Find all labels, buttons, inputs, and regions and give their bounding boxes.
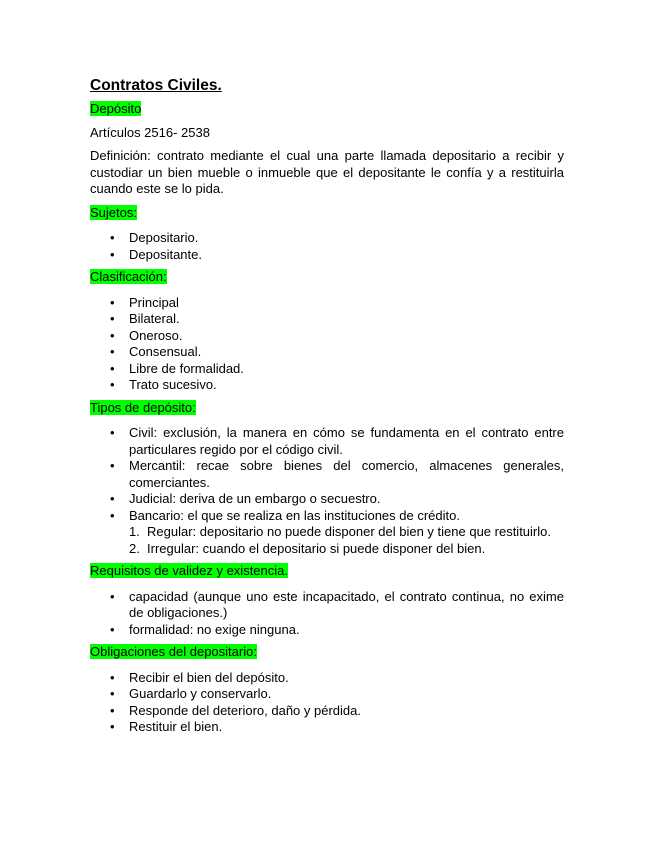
list-item-text: capacidad (aunque uno este incapacitado, el contrato continua, no exime de obligaciones.) [129, 588, 564, 620]
list-item [90, 344, 564, 361]
articulos-text: Artículos 2516- 2538 [90, 124, 210, 140]
list-item [90, 377, 564, 394]
bullet-icon: • [110, 311, 115, 326]
bullet-icon: • [110, 588, 115, 604]
list-item [90, 247, 564, 264]
document-title: Contratos Civiles. [90, 77, 222, 94]
highlighted-heading: Clasificación: [90, 269, 167, 284]
bullet-icon: • [110, 344, 115, 359]
bullet-icon: • [110, 425, 115, 440]
section-heading-obligaciones [90, 644, 564, 661]
list-item [90, 589, 564, 622]
bullet-icon: • [110, 702, 115, 718]
list-item-text: Mercantil: recae sobre bienes del comercio, almacenes generales, comerciantes. [129, 458, 564, 490]
list-item [90, 508, 564, 558]
numbered-item-text: Regular: depositario no puede disponer del bien y tiene que restituirlo. [147, 524, 551, 539]
list-item [90, 328, 564, 345]
list-item-text: Civil: exclusión, la manera en cómo se fundamenta en el contrato entre particulares regido por el código civil. [129, 425, 564, 457]
sujetos-list [90, 230, 564, 263]
definicion-paragraph: Definición: contrato mediante el cual una parte llamada depositario a recibir y custodiar un bien mueble o inmueble que el depositante le confía y a restituirla cuando este se lo pida. [90, 148, 564, 196]
bullet-icon: • [110, 458, 115, 473]
list-item-text: Recibir el bien del depósito. [129, 669, 289, 685]
list-item [90, 311, 564, 328]
list-item-text: Depositante. [129, 246, 202, 262]
numbered-item [129, 524, 564, 541]
highlighted-heading: Obligaciones del depositario: [90, 644, 257, 659]
list-item-text: Libre de formalidad. [129, 360, 244, 376]
bullet-icon: • [110, 327, 115, 343]
highlighted-heading: Requisitos de validez y existencia. [90, 563, 288, 578]
list-item-text: Oneroso. [129, 327, 183, 343]
item-number: 1. [129, 524, 140, 539]
bullet-icon: • [110, 294, 115, 310]
clasificacion-list [90, 295, 564, 394]
numbered-item-text: Irregular: cuando el depositario si puede disponer del bien. [147, 540, 486, 556]
list-item [90, 670, 564, 687]
list-item [90, 491, 564, 508]
bullet-icon: • [110, 507, 115, 523]
bullet-icon: • [110, 621, 115, 637]
list-item [90, 230, 564, 247]
highlighted-heading: Sujetos: [90, 204, 137, 220]
list-item-text: Trato sucesivo. [129, 377, 217, 392]
bullet-icon: • [110, 230, 115, 245]
tipos-list [90, 425, 564, 557]
list-item-text: Consensual. [129, 344, 202, 359]
bullet-icon: • [110, 491, 115, 506]
list-item-text: Principal [129, 294, 179, 310]
section-heading-sujetos [90, 205, 564, 222]
bullet-icon: • [110, 246, 115, 262]
list-item [90, 425, 564, 458]
obligaciones-list [90, 670, 564, 736]
list-item-text: Judicial: deriva de un embargo o secuestro. [129, 491, 381, 506]
list-item-text: Bilateral. [129, 311, 180, 326]
section-heading-requisitos [90, 563, 564, 580]
list-item [90, 686, 564, 703]
bullet-icon: • [110, 719, 115, 734]
numbered-item [129, 541, 564, 558]
list-item [90, 458, 564, 491]
bancario-sublist [129, 524, 564, 557]
item-number: 2. [129, 540, 140, 556]
bullet-icon: • [110, 360, 115, 376]
bullet-icon: • [110, 686, 115, 701]
section-heading-clasificacion [90, 269, 564, 286]
bullet-icon: • [110, 377, 115, 392]
highlighted-heading: Depósito [90, 101, 142, 116]
list-item [90, 719, 564, 736]
list-item-text: Guardarlo y conservarlo. [129, 686, 272, 701]
list-item [90, 622, 564, 639]
requisitos-list [90, 589, 564, 639]
list-item-text: Depositario. [129, 230, 199, 245]
list-item-text: Restituir el bien. [129, 719, 223, 734]
section-heading-tipos [90, 400, 564, 417]
list-item [90, 703, 564, 720]
bullet-icon: • [110, 669, 115, 685]
list-item-text: Bancario: el que se realiza en las instituciones de crédito. [129, 507, 460, 523]
list-item-text: Responde del deterioro, daño y pérdida. [129, 702, 361, 718]
document-page [90, 76, 564, 742]
highlighted-heading: Tipos de depósito: [90, 399, 196, 415]
section-heading-deposito [90, 101, 564, 118]
list-item [90, 295, 564, 312]
list-item-text: formalidad: no exige ninguna. [129, 621, 300, 637]
list-item [90, 361, 564, 378]
